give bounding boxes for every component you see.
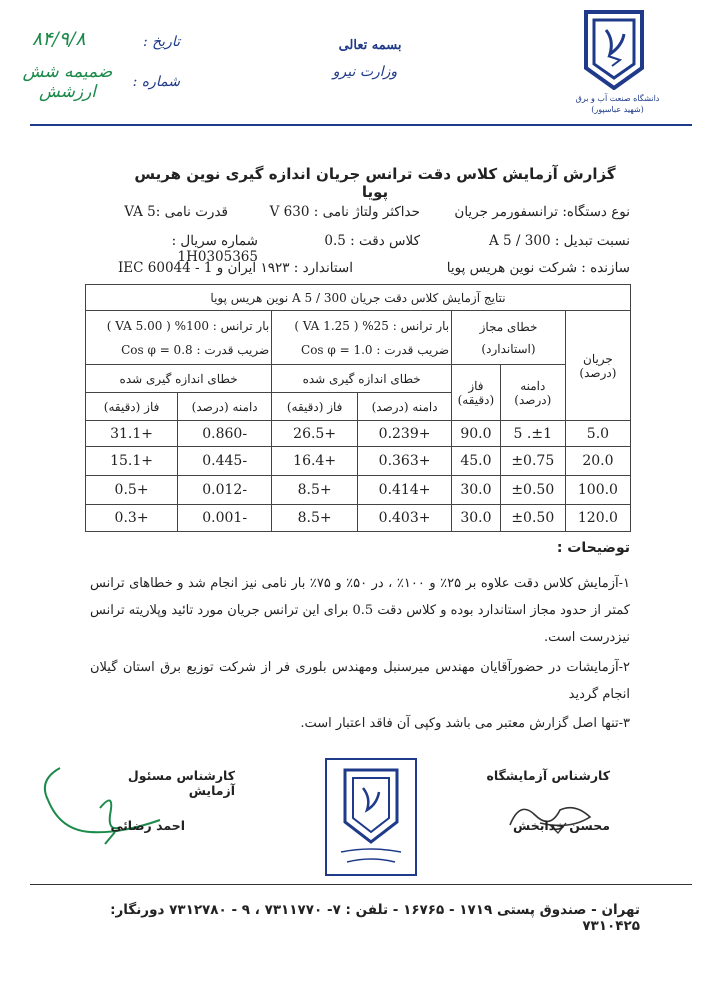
cell-amp-25: +0.403 [358, 505, 452, 532]
university-name: دانشگاه صنعت آب و برق (شهید عباسپور) [575, 94, 660, 114]
number-label: شماره : [132, 74, 180, 90]
ministry-name: وزارت نیرو [332, 64, 398, 80]
number-value: ضمیمه شش ارزشش [22, 62, 113, 102]
amp-100-header: دامنه (درصد) [178, 393, 272, 421]
cell-amp-25: +0.414 [358, 476, 452, 505]
table-row [86, 447, 631, 476]
cell-phase-25: +16.4 [272, 447, 358, 476]
max-voltage: حداکثر ولتاژ نامی : 630 V [269, 204, 420, 220]
load-25-line1: بار ترانس : 25% ( 1.25 VA ) [294, 318, 450, 333]
measured-100-header: خطای اندازه گیری شده [86, 365, 272, 393]
cell-perm-amp: ±0.50 [500, 505, 565, 532]
lab-expert-title: کارشناس آزمایشگاه [486, 768, 610, 783]
university-logo [582, 10, 646, 90]
date-value: ۸۴/۹/۸ [32, 28, 86, 50]
date-label: تاریخ : [142, 34, 180, 50]
note-3: ۳-تنها اصل گزارش معتبر می باشد وکپی آن فاقد اعتبار است. [300, 716, 630, 731]
amp-25-header: دامنه (درصد) [358, 393, 452, 421]
cell-amp-100: -0.445 [178, 447, 272, 476]
results-table [85, 284, 631, 532]
lab-expert-name: محسن خدابخش [513, 818, 610, 833]
report-title: گزارش آزمایش کلاس دقت ترانس جریان اندازه گیری نوین هریس پویا [134, 165, 616, 201]
cell-phase-25: +8.5 [272, 476, 358, 505]
cell-perm-amp: ±0.50 [500, 476, 565, 505]
test-officer-name: احمد رضائی [110, 818, 185, 833]
cell-amp-100: -0.012 [178, 476, 272, 505]
note-1: ۱-آزمایش کلاس دقت علاوه بر ۲۵٪ و ۱۰۰٪ ، در ۵۰٪ و ۷۵٪ بار نامی نیز انجام شد و خطاهای ترانس کمتر از حدود مجاز استاندارد بوده و کلاس دقت 0.5 برای این ترانس جریان مورد تائید وپلاریته ترانس نیزدرست است. [90, 576, 630, 645]
cell-amp-25: +0.363 [358, 447, 452, 476]
cell-perm-phase: 30.0 [452, 476, 501, 505]
col-current-header: جریان (درصد) [565, 311, 630, 421]
load-100-header [86, 311, 272, 365]
load-25-header [272, 311, 452, 365]
standard: استاندارد : ۱۹۲۳ ایران و IEC 60044 - 1 [117, 260, 353, 276]
rated-power: قدرت نامی :5 VA [124, 204, 228, 220]
load-100-line1: بار ترانس : 100% ( 5.00 VA ) [106, 318, 270, 333]
load-25-line2: ضریب قدرت : Cos φ = 1.0 [301, 342, 450, 357]
footer-address: تهران - صندوق پستی ۱۷۱۹ - ۱۶۷۶۵ - تلفن : ۷- ۷۳۱۱۷۷۰ ، ۹ - ۷۳۱۲۷۸۰ دورنگار: ۷۳۱۰۴۲۵ [110, 902, 640, 934]
perm-phase-header: فاز (دقیقه) [452, 365, 501, 421]
perm-amp-header: دامنه (درصد) [500, 365, 565, 421]
accuracy-class: کلاس دقت : 0.5 [324, 233, 420, 249]
header-divider [30, 124, 692, 126]
load-100-line2: ضریب قدرت : Cos φ = 0.8 [121, 342, 270, 357]
cell-perm-phase: 45.0 [452, 447, 501, 476]
device-type: نوع دستگاه: ترانسفورمر جریان [454, 204, 630, 220]
notes-heading: توضیحات : [556, 540, 630, 556]
table-row [86, 505, 631, 532]
cell-amp-25: +0.239 [358, 421, 452, 447]
cell-phase-25: +26.5 [272, 421, 358, 447]
cell-perm-amp: ±0.75 [500, 447, 565, 476]
cell-amp-100: -0.860 [178, 421, 272, 447]
cell-current: 100.0 [565, 476, 630, 505]
phase-100-header: فاز (دقیقه) [86, 393, 178, 421]
footer-divider [30, 884, 692, 885]
table-caption: نتایج آزمایش کلاس دقت جریان 300 / 5 A نوین هریس پویا [86, 285, 631, 311]
note-2: ۲-آزمایشات در حضورآقایان مهندس میرسنبل ومهندس بلوری فر از شرکت توزیع برق استان گیلان انجام گردید [90, 660, 630, 702]
cell-perm-phase: 30.0 [452, 505, 501, 532]
col-permissible-header: خطای مجاز (استاندارد) [452, 311, 566, 365]
cell-current: 5.0 [565, 421, 630, 447]
measured-25-header: خطای اندازه گیری شده [272, 365, 452, 393]
cell-phase-100: +15.1 [86, 447, 178, 476]
stamp-emblem-icon [327, 760, 415, 874]
university-emblem-icon [582, 10, 646, 90]
transform-ratio: نسبت تبدیل : 300 / 5 A [488, 233, 630, 249]
cell-current: 120.0 [565, 505, 630, 532]
phase-25-header: فاز (دقیقه) [272, 393, 358, 421]
basmala: بسمه تعالی [338, 38, 402, 53]
cell-phase-25: +8.5 [272, 505, 358, 532]
cell-phase-100: +31.1 [86, 421, 178, 447]
official-stamp [325, 758, 417, 876]
serial-number: شماره سریال : 1H0305365 [171, 233, 258, 265]
manufacturer: سازنده : شرکت نوین هریس پویا [446, 260, 630, 276]
cell-perm-amp: ±1. 5 [500, 421, 565, 447]
cell-amp-100: -0.001 [178, 505, 272, 532]
cell-phase-100: +0.5 [86, 476, 178, 505]
cell-current: 20.0 [565, 447, 630, 476]
test-officer-title: کارشناس مسئول آزمایش [127, 768, 235, 798]
table-row [86, 476, 631, 505]
table-row [86, 421, 631, 447]
cell-phase-100: +0.3 [86, 505, 178, 532]
cell-perm-phase: 90.0 [452, 421, 501, 447]
